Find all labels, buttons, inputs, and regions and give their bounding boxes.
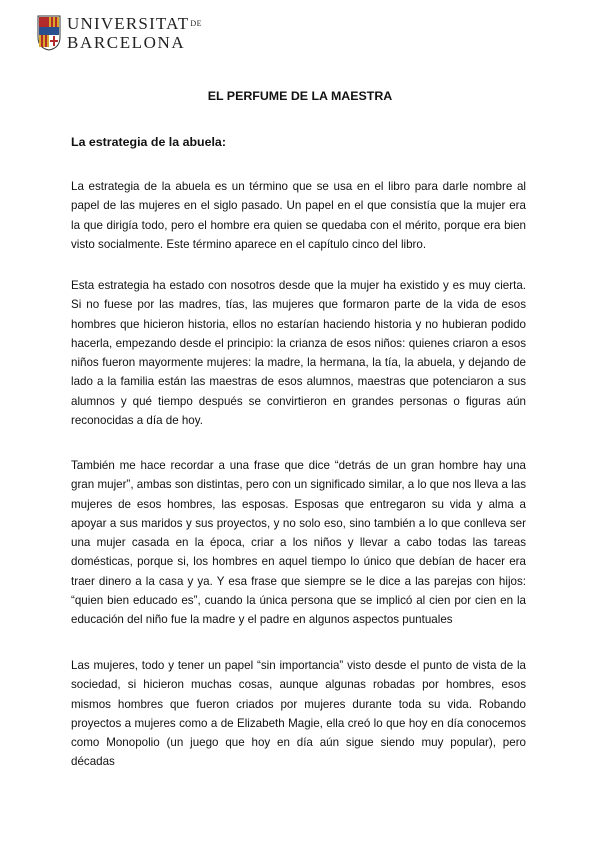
section-heading: La estrategia de la abuela: <box>71 135 226 149</box>
paragraph-1: La estrategia de la abuela es un término que se usa en el libro para darle nombre al papel de las mujeres en el siglo pasado. Un papel en el que consistía que la mujer era la que dirigía todo, pero el hombre era quien se quedaba con el mérito, porque era bien visto socialmente. Este término aparece en el capítulo cinco del libro. <box>71 180 526 251</box>
university-wordmark <box>67 15 202 51</box>
university-logo <box>37 14 202 52</box>
university-name-line1: UNIVERSITATDE <box>67 14 203 33</box>
university-name-line2: BARCELONA <box>67 33 186 52</box>
document-title: EL PERFUME DE LA MAESTRA <box>207 89 393 103</box>
paragraph-2: Esta estrategia ha estado con nosotros desde que la mujer ha existido y es muy cierta. Si no fuese por las madres, tías, las mujeres que formaron parte de la vida de esos hombres que hicieron historia, ellos no estarían haciendo historia y no hubieran podido hacerla, empezando desde el principio: la crianza de esos niños: quienes criaron a esos niños fueron mayormente mujeres: la madre, la hermana, la tía, la abuela, y dejando de lado a la familia están las maestras de esos alumnos, maestras que potenciaron a sus alumnos y qué tiempo después se convirtieron en grandes personas o figuras aún reconocidas a día de hoy. <box>71 279 526 428</box>
university-shield-icon <box>37 15 61 51</box>
paragraph-3: También me hace recordar a una frase que dice “detrás de un gran hombre hay una gran mujer”, ambas son distintas, pero con un significado similar, a lo que nos lleva a las mujeres de esos hombres, las esposas. Esposas que entregaron su vida y alma a apoyar a sus maridos y sus proyectos, y no solo eso, sino también a lo que conlleva ser una mujer casada en la época, criar a los niños y llevar a cabo todas las tareas domésticas, porque si, los hombres en aquel tiempo lo único que debían de hacer era traer dinero a la casa y ya. Y esa frase que siempre se le dice a las parejas con hijos: “quien bien educado es”, cuando la única persona que se implicó al cien por cien en la educación del niño fue la madre y el padre en algunos aspectos puntuales <box>71 459 526 627</box>
paragraph-4: Las mujeres, todo y tener un papel “sin importancia” visto desde el punto de vista de la sociedad, si hicieron muchas cosas, aunque algunas robadas por hombres, esos mismos hombres que fueron criados por mujeres durante toda su vida. Robando proyectos a mujeres como a de Elizabeth Magie, ella creó lo que hoy en día conocemos como Monopolio (un juego que hoy en día aún sigue siendo muy popular), pero décadas <box>71 659 526 769</box>
